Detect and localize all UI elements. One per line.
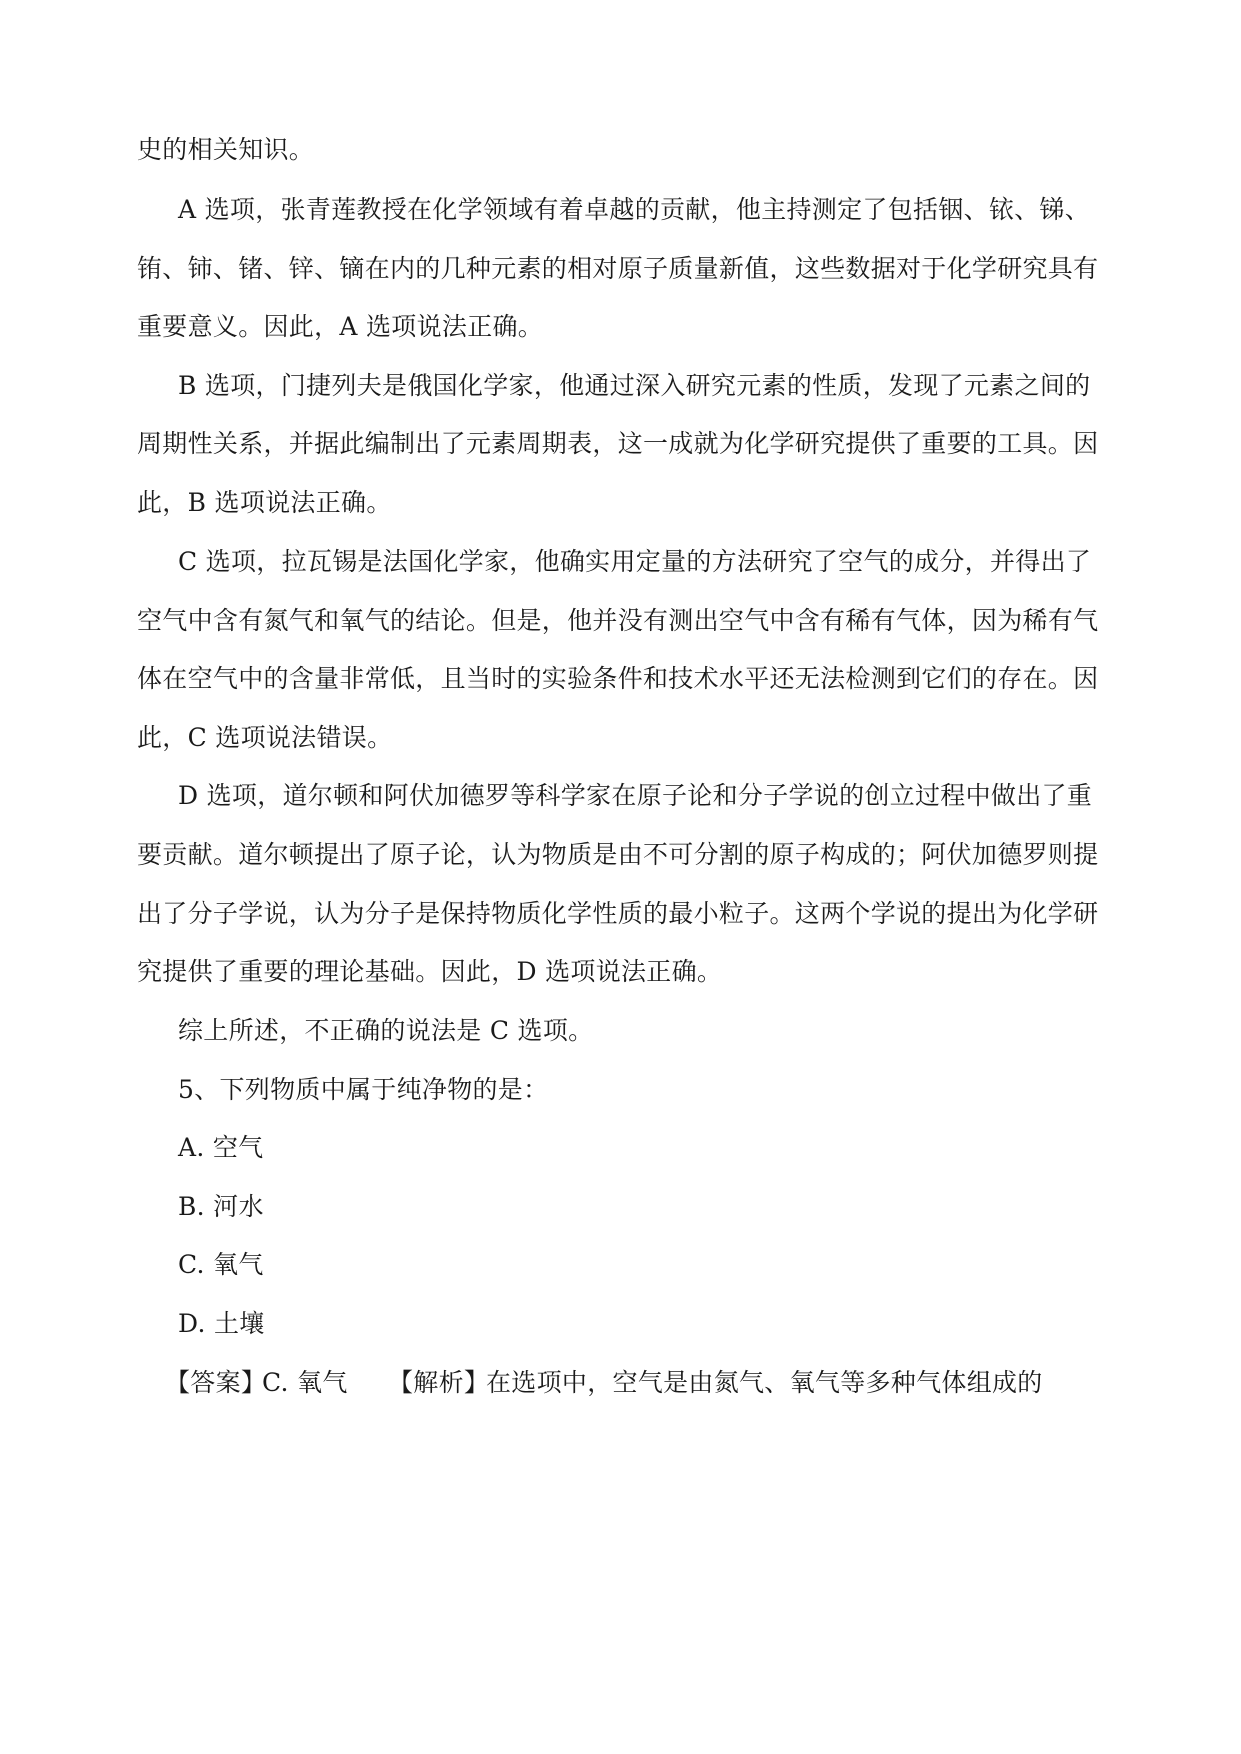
question-line: 5、下列物质中属于纯净物的是： [178, 1075, 549, 1104]
option-b: B. 河水 [178, 1192, 264, 1221]
text-line: 体在空气中的含量非常低，且当时的实验条件和技术水平还无法检测到它们的存在。因 [137, 664, 1099, 693]
option-d: D. 土壤 [178, 1309, 265, 1338]
option-c: C. 氧气 [178, 1250, 264, 1279]
text-line: 史的相关知识。 [137, 135, 315, 164]
text-line: 周期性关系，并据此编制出了元素周期表，这一成就为化学研究提供了重要的工具。因 [137, 429, 1099, 458]
text-line: 出了分子学说，认为分子是保持物质化学性质的最小粒子。这两个学说的提出为化学研 [137, 899, 1099, 928]
text-line: B 选项，门捷列夫是俄国化学家，他通过深入研究元素的性质，发现了元素之间的 [178, 371, 1091, 400]
text-line: D 选项，道尔顿和阿伏加德罗等科学家在原子论和分子学说的创立过程中做出了重 [178, 781, 1093, 810]
text-line: 重要意义。因此，A 选项说法正确。 [137, 312, 544, 341]
text-line: 综上所述，不正确的说法是 C 选项。 [178, 1016, 594, 1045]
text-line: 要贡献。道尔顿提出了原子论，认为物质是由不可分割的原子构成的；阿伏加德罗则提 [137, 840, 1099, 869]
analysis-label: 【解析】 [388, 1368, 490, 1397]
text-line: 空气中含有氮气和氧气的结论。但是，他并没有测出空气中含有稀有气体，因为稀有气 [137, 606, 1099, 635]
text-line: 究提供了重要的理论基础。因此，D 选项说法正确。 [137, 957, 723, 986]
answer-text: C. 氧气 [262, 1368, 348, 1397]
text-line: 铕、铈、锗、锌、镝在内的几种元素的相对原子质量新值，这些数据对于化学研究具有 [137, 254, 1099, 283]
answer-label: 【答案】 [165, 1368, 267, 1397]
option-a: A. 空气 [178, 1133, 264, 1162]
text-line: A 选项，张青莲教授在化学领域有着卓越的贡献，他主持测定了包括铟、铱、锑、 [178, 195, 1091, 224]
text-line: 此，B 选项说法正确。 [137, 488, 392, 517]
text-line: C 选项，拉瓦锡是法国化学家，他确实用定量的方法研究了空气的成分，并得出了 [178, 547, 1092, 576]
text-line: 此，C 选项说法错误。 [137, 723, 393, 752]
analysis-text: 在选项中，空气是由氮气、氧气等多种气体组成的 [486, 1368, 1043, 1397]
